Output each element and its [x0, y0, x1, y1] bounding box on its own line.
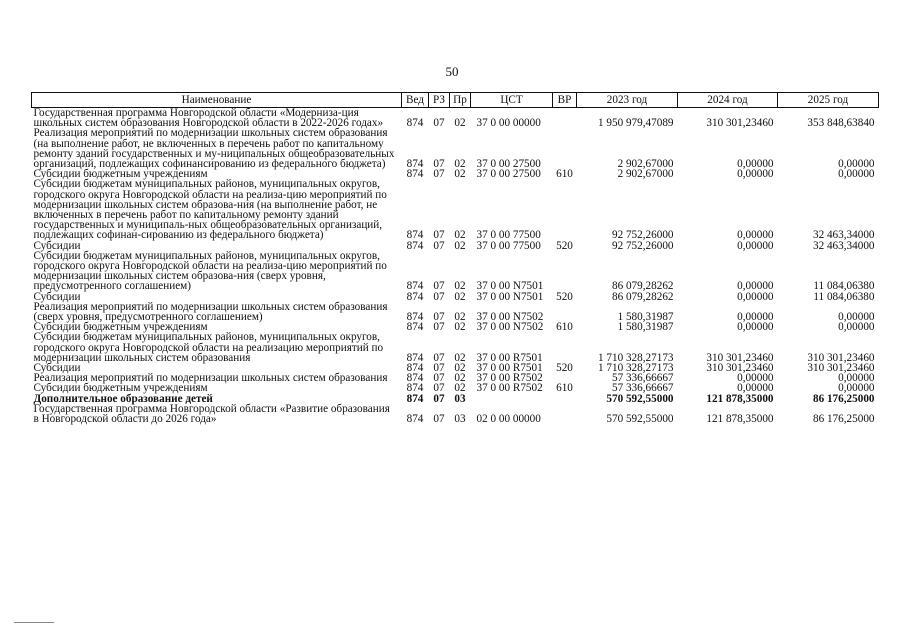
cell-cst: 37 0 00 27500: [476, 168, 541, 181]
cell-name: Субсидии: [33, 239, 81, 252]
cell-y2024: 310 301,23460: [706, 351, 774, 364]
cell-y2024: 0,00000: [737, 311, 774, 324]
cell-vr: [553, 394, 577, 404]
header-vr: ВР: [553, 93, 577, 108]
cell-vr: [553, 251, 577, 292]
cell-cst: 37 0 00 N7502: [476, 321, 544, 334]
cell-name: Субсидии бюджетным учреждениям: [33, 321, 208, 334]
cell-pr: 02: [454, 239, 466, 252]
cell-ved: 874: [406, 351, 424, 364]
cell-ved: 874: [406, 280, 424, 293]
cell-y2023: 2 902,67000: [617, 158, 674, 171]
cell-y2025: 0,00000: [838, 372, 875, 385]
cell-y2025: 32 463,34000: [812, 239, 875, 252]
cell-ved: 874: [406, 117, 424, 130]
cell-ved: 874: [406, 382, 424, 395]
cell-pr: 02: [454, 280, 466, 293]
cell-vr: 520: [556, 290, 573, 303]
cell-y2025: 0,00000: [838, 158, 875, 171]
cell-y2023: 1 710 328,27173: [597, 351, 674, 364]
cell-name: Субсидии бюджетам муниципальных районов, муниципальных округов, городского округа Новгородской области на реализа-цию мероприятий по модернизации школьных систем образова-ния (сверх уровня, предусмотренного соглашением): [33, 249, 387, 293]
cell-y2023: 1 580,31987: [617, 321, 674, 334]
cell-rz: 07: [433, 321, 445, 334]
cell-y2024: 0,00000: [737, 372, 774, 385]
cell-name: Субсидии: [33, 290, 81, 303]
cell-y2025: 0,00000: [838, 321, 875, 334]
cell-cst: 37 0 00 N7502: [476, 311, 544, 324]
header-2023: 2023 год: [577, 93, 678, 108]
cell-y2024: 121 878,35000: [706, 392, 774, 405]
cell-ved: 874: [406, 392, 424, 405]
cell-pr: 02: [454, 351, 466, 364]
table-header-row: [32, 93, 879, 108]
cell-ved: 874: [406, 168, 424, 181]
cell-ved: 874: [406, 239, 424, 252]
table-row: [32, 332, 879, 363]
cell-cst: [471, 394, 553, 404]
cell-name: Государственная программа Новгородской области «Развитие образования в Новгородской области до 2026 года»: [33, 402, 390, 426]
cell-name: Субсидии: [33, 362, 81, 375]
table-row: [32, 128, 879, 169]
cell-y2024: 0,00000: [737, 290, 774, 303]
cell-ved: 874: [406, 372, 424, 385]
table-body: [32, 108, 879, 425]
cell-y2023: 86 079,28262: [611, 280, 674, 293]
table-row: [32, 251, 879, 292]
cell-pr: 02: [454, 168, 466, 181]
cell-vr: 520: [556, 362, 573, 375]
cell-vr: [553, 302, 577, 322]
cell-name: Государственная программа Новгородской области «Модерниза-ция школьных систем образования Новгородской области в 2022-2026 годах»: [33, 107, 384, 130]
cell-y2024: 0,00000: [737, 382, 774, 395]
cell-y2024: 0,00000: [737, 280, 774, 293]
cell-pr: 02: [454, 362, 466, 375]
table-row: [32, 108, 879, 129]
cell-cst: 37 0 00 27500: [476, 158, 541, 171]
cell-pr: 03: [454, 392, 466, 405]
cell-pr: 02: [454, 158, 466, 171]
cell-rz: 07: [433, 239, 445, 252]
cell-y2025: 0,00000: [838, 382, 875, 395]
cell-name: Субсидии бюджетам муниципальных районов, муниципальных округов, городского округа Новгородской области на реализацию мероприятий по модернизации школьных систем образования: [33, 331, 384, 364]
cell-ved: 874: [406, 413, 424, 426]
cell-pr: 03: [454, 413, 466, 426]
cell-ved: 874: [406, 158, 424, 171]
header-cst: ЦСТ: [471, 93, 553, 108]
cell-vr: [553, 108, 577, 129]
cell-cst: 37 0 00 77500: [476, 229, 541, 242]
cell-cst: 37 0 00 R7501: [476, 351, 543, 364]
cell-cst: 37 0 00 77500: [476, 239, 541, 252]
cell-name: Субсидии бюджетным учреждениям: [33, 168, 208, 181]
cell-rz: 07: [433, 362, 445, 375]
cell-rz: 07: [433, 290, 445, 303]
cell-rz: 07: [433, 117, 445, 130]
table-row: [32, 404, 879, 424]
header-2024: 2024 год: [678, 93, 778, 108]
cell-rz: 07: [433, 229, 445, 242]
cell-rz: 07: [433, 168, 445, 181]
cell-vr: [553, 404, 577, 424]
header-2025: 2025 год: [778, 93, 879, 108]
cell-y2023: 92 752,26000: [611, 239, 674, 252]
budget-table: [31, 92, 879, 424]
header-name: Наименование: [32, 93, 402, 108]
cell-y2024: 0,00000: [737, 168, 774, 181]
cell-name: Субсидии бюджетным учреждениям: [33, 382, 208, 395]
cell-vr: 610: [556, 321, 573, 334]
cell-y2024: 0,00000: [737, 229, 774, 242]
cell-y2024: 121 878,35000: [706, 413, 774, 426]
cell-y2023: 570 592,55000: [606, 392, 674, 405]
footer-line: [14, 622, 54, 623]
cell-rz: 07: [433, 158, 445, 171]
cell-pr: 02: [454, 229, 466, 242]
cell-y2025: 11 084,06380: [813, 290, 875, 303]
header-rz: РЗ: [429, 93, 450, 108]
cell-y2024: 0,00000: [737, 321, 774, 334]
cell-y2025: 353 848,63840: [807, 117, 875, 130]
cell-rz: 07: [433, 311, 445, 324]
cell-y2023: 92 752,26000: [611, 229, 674, 242]
cell-cst: 37 0 00 R7501: [476, 362, 543, 375]
cell-vr: 610: [556, 382, 573, 395]
cell-y2023: 86 079,28262: [611, 290, 674, 303]
cell-name: Реализация мероприятий по модернизации школьных систем образования: [33, 372, 388, 385]
cell-y2025: 310 301,23460: [807, 362, 875, 375]
cell-rz: 07: [433, 392, 445, 405]
header-pr: Пр: [450, 93, 471, 108]
cell-pr: 02: [454, 290, 466, 303]
cell-cst: 37 0 00 N7501: [476, 280, 544, 293]
cell-y2025: 86 176,25000: [812, 413, 875, 426]
cell-rz: 07: [433, 280, 445, 293]
cell-ved: 874: [406, 362, 424, 375]
cell-y2023: 1 710 328,27173: [597, 362, 674, 375]
cell-cst: 37 0 00 R7502: [476, 372, 543, 385]
cell-y2023: 2 902,67000: [617, 168, 674, 181]
cell-vr: [553, 179, 577, 240]
page-number: 50: [445, 64, 459, 79]
cell-y2025: 86 176,25000: [812, 392, 875, 405]
cell-pr: 02: [454, 117, 466, 130]
cell-y2023: 1 580,31987: [617, 311, 674, 324]
cell-pr: 02: [454, 382, 466, 395]
cell-ved: 874: [406, 290, 424, 303]
cell-cst: 02 0 00 00000: [476, 413, 541, 426]
cell-y2023: 570 592,55000: [606, 413, 674, 426]
cell-name: Реализация мероприятий по модернизации школьных систем образования (сверх уровня, предусмотренного соглашением): [33, 300, 388, 324]
cell-y2023: 57 336,66667: [611, 382, 674, 395]
cell-pr: 02: [454, 311, 466, 324]
cell-y2025: 0,00000: [838, 168, 875, 181]
cell-name: Дополнительное образование детей: [33, 392, 213, 405]
cell-vr: [553, 128, 577, 169]
cell-rz: 07: [433, 372, 445, 385]
table-row: [32, 179, 879, 240]
cell-pr: 02: [454, 372, 466, 385]
cell-vr: [553, 332, 577, 363]
cell-cst: 37 0 00 N7501: [476, 290, 544, 303]
cell-y2024: 0,00000: [737, 239, 774, 252]
cell-rz: 07: [433, 382, 445, 395]
cell-ved: 874: [406, 311, 424, 324]
cell-ved: 874: [406, 321, 424, 334]
cell-ved: 874: [406, 229, 424, 242]
cell-rz: 07: [433, 413, 445, 426]
cell-y2025: 310 301,23460: [807, 351, 875, 364]
cell-y2025: 32 463,34000: [812, 229, 875, 242]
cell-y2024: 310 301,23460: [706, 117, 774, 130]
cell-vr: 610: [556, 168, 573, 181]
cell-pr: 02: [454, 321, 466, 334]
cell-y2025: 11 084,06380: [813, 280, 875, 293]
cell-name: Реализация мероприятий по модернизации школьных систем образования (на выполнение работ, не включенных в перечень работ по капитальному ремонту зданий государственных и му-ниципальных общеобразовательных организаций, подлежащих софинансированию из федерального бюджета): [33, 127, 395, 171]
cell-rz: 07: [433, 351, 445, 364]
cell-vr: 520: [556, 239, 573, 252]
cell-y2024: 0,00000: [737, 158, 774, 171]
cell-y2023: 1 950 979,47089: [597, 117, 674, 130]
cell-cst: 37 0 00 R7502: [476, 382, 543, 395]
cell-y2024: 310 301,23460: [706, 362, 774, 375]
table-row: [32, 302, 879, 322]
cell-y2023: 57 336,66667: [611, 372, 674, 385]
header-ved: Вед: [402, 93, 429, 108]
cell-y2025: 0,00000: [838, 311, 875, 324]
cell-cst: 37 0 00 00000: [476, 117, 541, 130]
cell-name: Субсидии бюджетам муниципальных районов, муниципальных округов, городского округа Новгородской области на реализа-цию мероприятий по модернизации школьных систем образова-ния (на выполнение работ, не включенных в перечень работ по капитальному ремонту зданий государственных и муниципаль-ных общеобразовательных организаций, подлежащих софинан-сированию из федерального бюджета): [33, 178, 387, 242]
